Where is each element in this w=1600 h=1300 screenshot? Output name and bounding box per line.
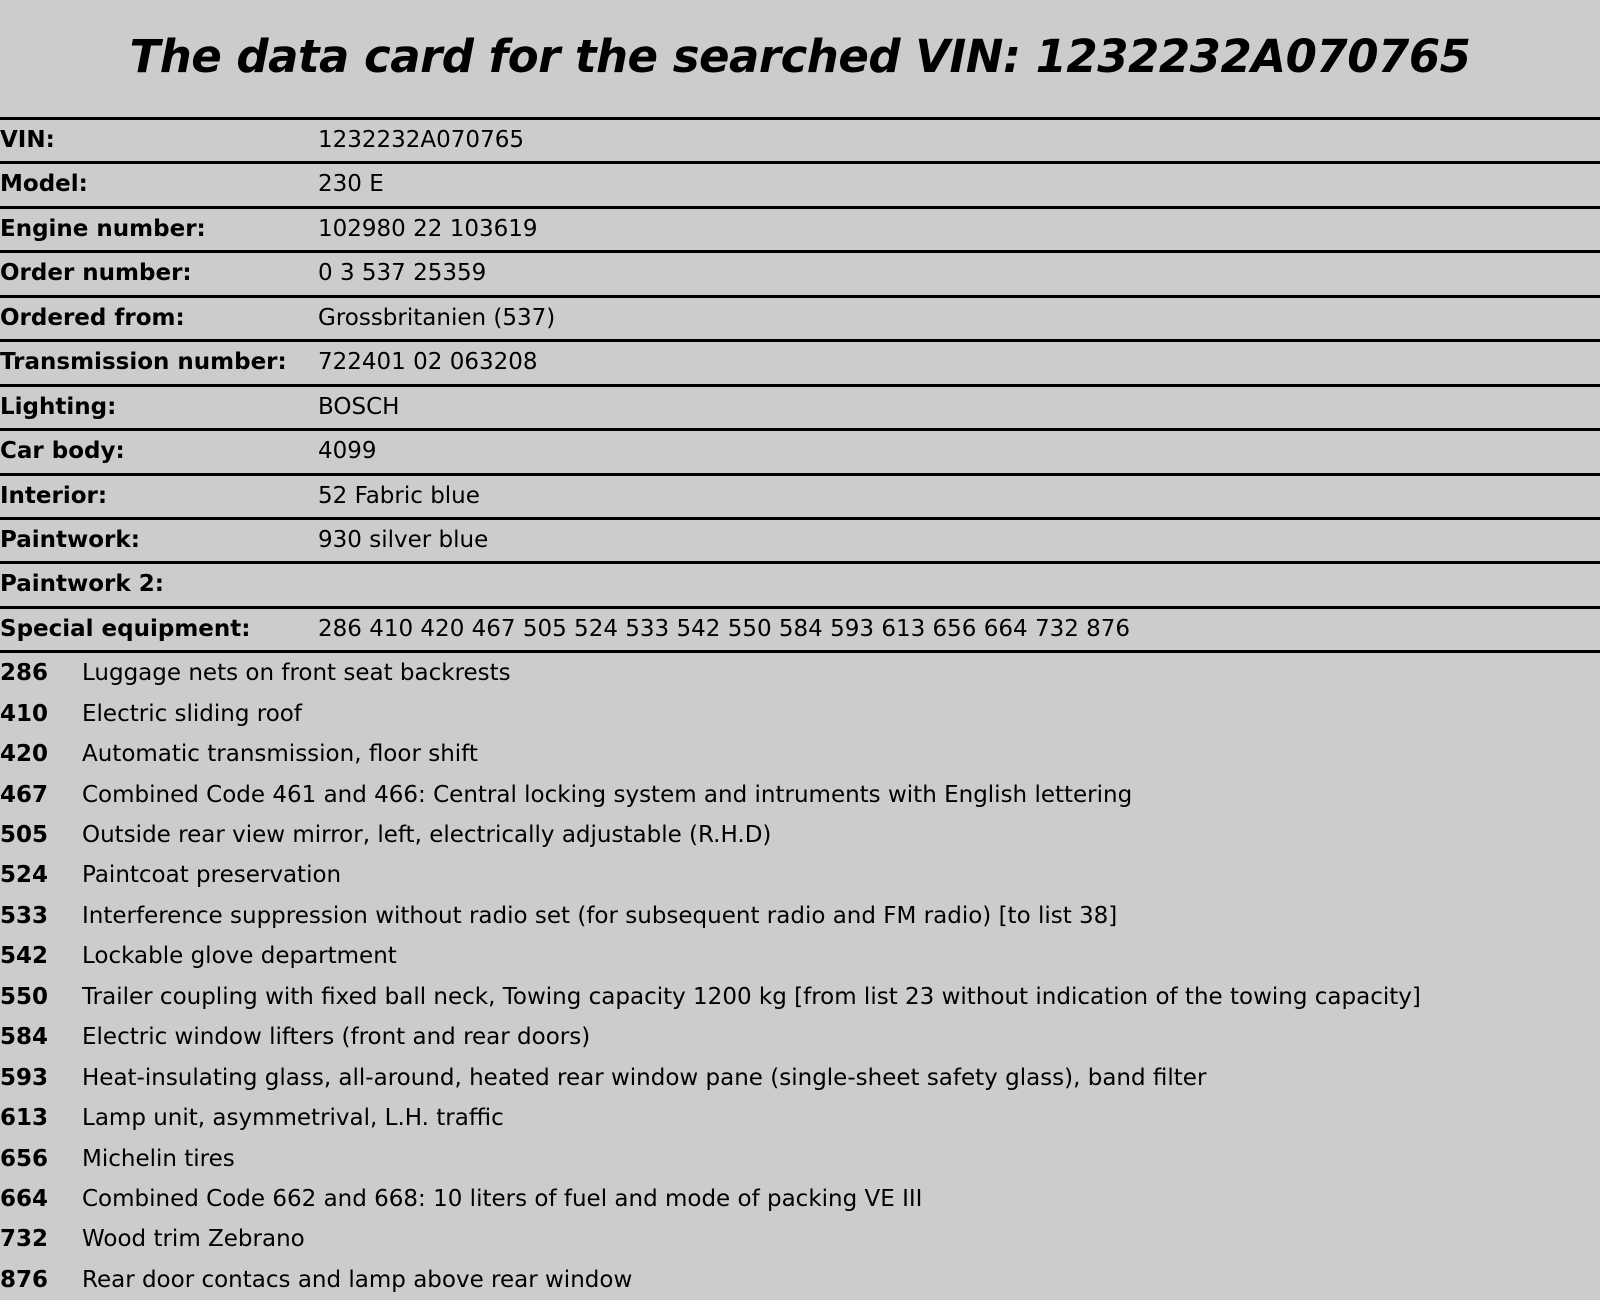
list-item [0,815,1600,855]
page-title: The data card for the searched VIN: 1232232A070765 [129,30,1471,83]
equipment-description: Electric sliding roof [82,700,302,727]
equipment-code: 505 [0,822,49,848]
equipment-description: Heat-insulating glass, all-around, heated rear window pane (single-sheet safety glass), band filter [82,1064,1207,1091]
field-value-paintwork: 930 silver blue [318,526,489,553]
list-item [0,1017,1600,1057]
equipment-code: 656 [0,1145,49,1172]
table-row [0,207,1600,251]
field-value-transmission-number: 722401 02 063208 [318,349,538,376]
list-item [0,855,1600,895]
page-title-bar [0,0,1600,120]
field-label-interior: Interior: [0,482,108,509]
field-value-order-number: 0 3 537 25359 [318,260,487,287]
equipment-code: 876 [0,1266,49,1293]
list-item [0,653,1600,693]
vehicle-details-body [0,120,1600,652]
equipment-description: Interference suppression without radio set (for subsequent radio and FM radio) [to list 38] [82,902,1118,929]
field-value-special-equipment: 286 410 420 467 505 524 533 542 550 584 593 613 656 664 732 876 [318,615,1131,642]
equipment-code: 593 [0,1064,49,1091]
list-item [0,1260,1600,1300]
field-value-lighting: BOSCH [318,393,400,420]
field-label-model: Model: [0,171,88,198]
equipment-code: 420 [0,741,49,768]
table-row [0,163,1600,207]
table-row [0,296,1600,340]
field-value-paintwork-2 [318,563,1600,607]
table-row [0,252,1600,296]
field-label-special-equipment: Special equipment: [0,615,251,642]
list-item [0,977,1600,1017]
equipment-code: 467 [0,781,49,808]
equipment-code: 542 [0,943,49,970]
vehicle-details-table [0,120,1600,653]
list-item [0,1139,1600,1179]
equipment-description: Paintcoat preservation [82,862,342,889]
list-item [0,1098,1600,1138]
equipment-code: 613 [0,1105,49,1132]
list-item [0,1219,1600,1259]
field-value-interior: 52 Fabric blue [318,482,480,509]
field-label-engine-number: Engine number: [0,215,206,242]
field-label-vin: VIN: [0,127,55,153]
list-item [0,1179,1600,1219]
equipment-code: 286 [0,660,49,687]
equipment-code: 732 [0,1226,49,1253]
table-row [0,607,1600,651]
list-item [0,936,1600,976]
list-item [0,896,1600,936]
field-value-ordered-from: Grossbritanien (537) [318,304,556,331]
table-row [0,341,1600,385]
field-label-paintwork: Paintwork: [0,526,140,553]
special-equipment-body [0,653,1600,1300]
equipment-description: Outside rear view mirror, left, electrically adjustable (R.H.D) [82,822,772,848]
table-row [0,430,1600,474]
field-label-lighting: Lighting: [0,393,117,420]
list-item [0,775,1600,815]
field-value-car-body: 4099 [318,438,377,465]
equipment-description: Combined Code 461 and 466: Central locking system and intruments with English lettering [82,781,1133,808]
field-label-order-number: Order number: [0,260,192,287]
equipment-description: Rear door contacs and lamp above rear window [82,1266,633,1293]
table-row [0,474,1600,518]
equipment-description: Wood trim Zebrano [82,1226,305,1253]
field-label-ordered-from: Ordered from: [0,304,185,331]
list-item [0,734,1600,774]
equipment-code: 550 [0,983,49,1010]
field-label-transmission-number: Transmission number: [0,349,287,376]
equipment-code: 410 [0,700,49,727]
equipment-code: 524 [0,862,49,889]
equipment-description: Automatic transmission, floor shift [82,741,478,768]
field-value-engine-number: 102980 22 103619 [318,215,538,242]
field-value-vin: 1232232A070765 [318,127,524,153]
equipment-description: Michelin tires [82,1145,235,1172]
equipment-description: Trailer coupling with fixed ball neck, Towing capacity 1200 kg [from list 23 without indication of the towing capacity] [82,983,1421,1010]
special-equipment-list [0,653,1600,1300]
field-value-model: 230 E [318,171,384,198]
table-row [0,518,1600,562]
equipment-code: 533 [0,902,49,929]
list-item [0,694,1600,734]
equipment-description: Lamp unit, asymmetrival, L.H. traffic [82,1105,504,1132]
table-row [0,385,1600,429]
list-item [0,1058,1600,1098]
field-label-car-body: Car body: [0,438,125,465]
equipment-description: Lockable glove department [82,943,397,970]
table-row [0,563,1600,607]
table-row [0,120,1600,163]
field-label-paintwork-2: Paintwork 2: [0,571,164,598]
equipment-code: 584 [0,1024,49,1051]
equipment-code: 664 [0,1185,49,1212]
equipment-description: Combined Code 662 and 668: 10 liters of fuel and mode of packing VE III [82,1185,923,1212]
equipment-description: Electric window lifters (front and rear doors) [82,1024,591,1051]
equipment-description: Luggage nets on front seat backrests [82,660,511,687]
